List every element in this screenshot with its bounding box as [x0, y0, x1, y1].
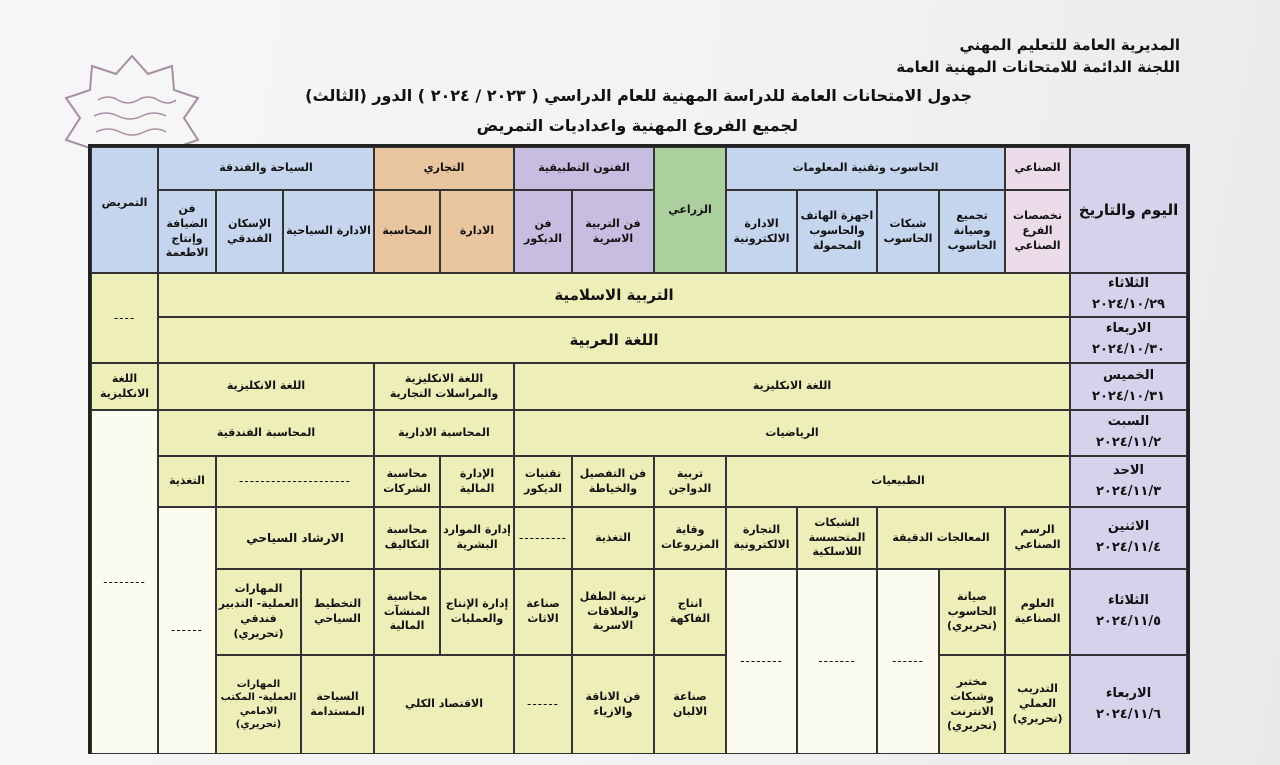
sub-decor: فن الديكور	[514, 190, 572, 273]
cell-arabic: اللغة العربية	[158, 317, 1070, 363]
cell-english-nursing: اللغة الانكليزية	[91, 363, 158, 410]
cell-admin-accounting: المحاسبة الادارية	[374, 410, 514, 456]
group-nursing: التمريض	[91, 147, 158, 273]
day-name: الاربعاء	[1105, 321, 1152, 337]
cell-tour-guidance: الارشاد السياحي	[216, 507, 374, 569]
cell-sustainable-tourism: السياحة المستدامة	[301, 655, 374, 754]
cell-phone-dash: -------	[797, 569, 877, 754]
cell-production-ops: إدارة الإنتاج والعمليات	[440, 569, 514, 655]
cell-industrial-sciences: العلوم الصناعية	[1005, 569, 1070, 655]
sub-phone: اجهزة الهاتف والحاسوب المحمولة	[797, 190, 877, 273]
day-date: ٢٠٢٤/١١/٢	[1095, 435, 1162, 450]
day-date: ٢٠٢٤/١٠/٣٠	[1092, 342, 1165, 357]
cell-company-accounting: محاسبة الشركات	[374, 456, 440, 507]
cell-training-written: التدريب العملي (تحريري)	[1005, 655, 1070, 754]
cell-fin-institutions: محاسبة المنشآت المالية	[374, 569, 440, 655]
cell-e-admin-dash: --------	[726, 569, 797, 754]
cell-industrial-drawing: الرسم الصناعي	[1005, 507, 1070, 569]
day-name: الثلاثاء	[1108, 593, 1149, 609]
day-date-header: اليوم والتاريخ	[1070, 147, 1187, 273]
cell-nursing-dash-low: --------	[91, 410, 158, 754]
sub-home-ed: فن التربية الاسرية	[572, 190, 654, 273]
sub-hospitality: فن الضيافة وإنتاج الاطعمة	[158, 190, 216, 273]
day-date: ٢٠٢٤/١١/٤	[1095, 540, 1162, 555]
group-applied-arts: الفنون التطبيقية	[514, 147, 654, 190]
cell-poultry: تربية الدواجن	[654, 456, 726, 507]
schedule-title: جدول الامتحانات العامة للدراسة المهنية للعام الدراسي ( ٢٠٢٣ / ٢٠٢٤ ) الدور (الثالث)	[305, 86, 972, 105]
day-date: ٢٠٢٤/١٠/٢٩	[1092, 297, 1165, 312]
cell-furniture: صناعة الاثاث	[514, 569, 572, 655]
cell-hotel-accounting: المحاسبة الفندقية	[158, 410, 374, 456]
cell-fashion: فن الاناقة والازياء	[572, 655, 654, 754]
cell-macro-econ: الاقتصاد الكلي	[374, 655, 514, 754]
cell-english: اللغة الانكليزية	[514, 363, 1070, 410]
cell-islamic-education: التربية الاسلامية	[158, 273, 1070, 317]
cell-fruit: انتاج الفاكهة	[654, 569, 726, 655]
sub-accounting: المحاسبة	[374, 190, 440, 273]
day-date: ٢٠٢٤/١١/٥	[1095, 614, 1162, 629]
cell-financial-mgmt: الإدارة المالية	[440, 456, 514, 507]
cell-english-commercial: اللغة الانكليزية والمراسلات التجارية	[374, 363, 514, 410]
group-tourism: السياحة والفندقة	[158, 147, 374, 190]
day-8	[1070, 655, 1187, 754]
day-name: السبت	[1107, 414, 1150, 430]
day-date: ٢٠٢٤/١١/٦	[1095, 706, 1162, 722]
cell-hr: إدارة الموارد البشرية	[440, 507, 514, 569]
directorate-title: المديرية العامة للتعليم المهني	[959, 36, 1180, 54]
day-3	[1070, 363, 1187, 410]
cell-decor-dash-wed: ------	[514, 655, 572, 754]
cell-nutrition-mon: التغذية	[572, 507, 654, 569]
cell-hospitality-dash: ------	[158, 507, 216, 754]
day-date: ٢٠٢٤/١٠/٣١	[1092, 388, 1165, 404]
cell-sensing-networks: الشبكات المتحسسة اللاسلكية	[797, 507, 877, 569]
cell-dairy: صناعة الالبان	[654, 655, 726, 754]
day-2	[1070, 317, 1187, 363]
cell-english-tourism: اللغة الانكليزية	[158, 363, 374, 410]
day-name: الاحد	[1113, 462, 1145, 478]
sub-admin: الادارة	[440, 190, 514, 273]
cell-physics: الطبيعيات	[726, 456, 1070, 507]
cell-networks-dash: ------	[877, 569, 939, 754]
day-4	[1070, 410, 1187, 456]
schedule-subtitle: لجميع الفروع المهنية واعداديات التمريض	[476, 116, 798, 135]
sub-industrial-specs: تخصصات الفرع الصناعي	[1005, 190, 1070, 273]
cell-practical-front: المهارات العملية- المكتب الامامي (تحريري)	[216, 655, 301, 754]
sub-networks: شبكات الحاسوب	[877, 190, 939, 273]
cell-net-lab: مختبر وشبكات الانترنت (تحريري)	[939, 655, 1005, 754]
cell-child-ed: تربية الطفل والعلاقات الاسرية	[572, 569, 654, 655]
committee-title: اللجنة الدائمة للامتحانات المهنية العامة	[896, 58, 1180, 76]
cell-crop-protection: وقاية المزروعات	[654, 507, 726, 569]
day-6	[1070, 507, 1187, 569]
group-computing: الحاسوب وتقنية المعلومات	[726, 147, 1005, 190]
sub-comp-maint: تجميع وصيانة الحاسوب	[939, 190, 1005, 273]
cell-nutrition-sun: التغذية	[158, 456, 216, 507]
day-name: الخميس	[1102, 367, 1155, 383]
day-name: الاثنين	[1107, 519, 1150, 535]
sub-tour-admin: الادارة السياحية	[283, 190, 374, 273]
cell-comp-maint-written: صيانة الحاسوب (تحريري)	[939, 569, 1005, 655]
cell-microprocessors: المعالجات الدقيقة	[877, 507, 1005, 569]
sub-e-admin: الادارة الالكترونية	[726, 190, 797, 273]
cell-ecommerce: التجارة الالكترونية	[726, 507, 797, 569]
cell-practical-hotel: المهارات العملية- التدبير فندقي (تحريري)	[216, 569, 301, 655]
day-1	[1070, 273, 1187, 317]
exam-schedule-table	[88, 144, 1190, 754]
cell-sunday-dash: ---------------------	[216, 456, 374, 507]
group-commercial: التجاري	[374, 147, 514, 190]
cell-tailoring: فن التفصيل والخياطة	[572, 456, 654, 507]
day-7	[1070, 569, 1187, 655]
cell-tour-planning: التخطيط السياحي	[301, 569, 374, 655]
cell-math: الرياضيات	[514, 410, 1070, 456]
day-5	[1070, 456, 1187, 507]
day-name: الثلاثاء	[1108, 276, 1149, 292]
group-industrial: الصناعي	[1005, 147, 1070, 190]
group-agricultural: الزراعي	[654, 147, 726, 273]
day-name: الاربعاء	[1105, 685, 1152, 701]
day-date: ٢٠٢٤/١١/٣	[1095, 483, 1162, 499]
cell-decor-tech: تقنيات الديكور	[514, 456, 572, 507]
sub-hotel-housing: الإسكان الفندقي	[216, 190, 283, 273]
cell-nursing-dash: ----	[91, 273, 158, 363]
cell-decor-dash-mon: ---------	[514, 507, 572, 569]
cell-cost-accounting: محاسبة التكاليف	[374, 507, 440, 569]
